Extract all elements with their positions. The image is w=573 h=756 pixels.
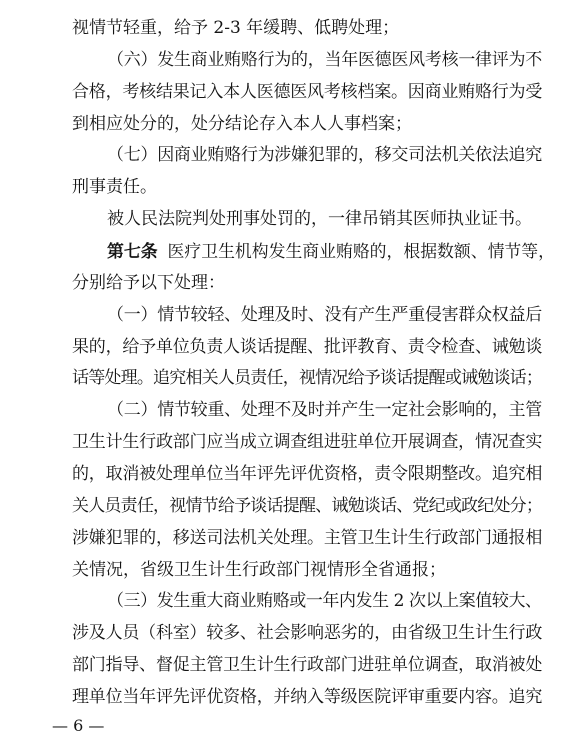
article-text: 医疗卫生机构发生商业贿赂的，根据数额、情节等， (167, 241, 555, 261)
article-heading: 第七条 (107, 241, 158, 261)
text-line-6: 刑事责任。 (72, 177, 157, 198)
text-line-10: （一）情节较轻、处理及时、没有产生严重侵害群众权益后 (107, 304, 542, 325)
text-line-7: 被人民法院判处刑事处罚的，一律吊销其医师执业证书。 (107, 209, 532, 230)
text-line-22: 理单位当年评先评优资格，并纳入等级医院评审重要内容。追究 (72, 687, 543, 707)
text-line-14: 卫生计生行政部门应当成立调查组进驻单位开展调查，情况查实 (72, 432, 543, 453)
text-line-2: （六）发生商业贿赂行为的，当年医德医风考核一律评为不 (107, 49, 542, 70)
text-line-19: （三）发生重大商业贿赂或一年内发生 2 次以上案值较大、 (107, 591, 542, 612)
text-line-12: 话等处理。追究相关人员责任，视情况给予谈话提醒或诫勉谈话； (72, 368, 543, 389)
text-line-5: （七）因商业贿赂行为涉嫌犯罪的，移交司法机关依法追究 (107, 145, 542, 166)
text-line-17: 涉嫌犯罪的，移送司法机关处理。主管卫生计生行政部门通报相 (72, 527, 543, 548)
article-line (107, 236, 555, 266)
text-line-4: 到相应处分的，处分结论存入本人人事档案； (72, 113, 412, 134)
text-line-11: 果的，给予单位负责人谈话提醒、批评教育、责令检查、诫勉谈 (72, 336, 543, 357)
text-line-15: 的，取消被处理单位当年评先评优资格，责令限期整改。追究相 (72, 464, 543, 484)
text-line-21: 部门指导、督促主管卫生计生行政部门进驻单位调查，取消被处 (72, 655, 543, 676)
text-line-16: 关人员责任，视情节给予谈话提醒、诫勉谈话、党纪或政纪处分； (72, 495, 543, 516)
text-line-13: （二）情节较重、处理不及时并产生一定社会影响的，主管 (107, 400, 542, 421)
page-number: — 6 — (52, 716, 105, 735)
text-line-20: 涉及人员（科室）较多、社会影响恶劣的，由省级卫生计生行政 (72, 623, 543, 644)
text-line-18: 关情况，省级卫生计生行政部门视情形全省通报； (72, 559, 446, 580)
text-line-1: 视情节轻重，给予 2-3 年缓聘、低聘处理； (72, 18, 400, 38)
text-line-3: 合格，考核结果记入本人医德医风考核档案。因商业贿赂行为受 (72, 81, 543, 102)
text-line-9: 分别给予以下处理： (72, 272, 225, 293)
